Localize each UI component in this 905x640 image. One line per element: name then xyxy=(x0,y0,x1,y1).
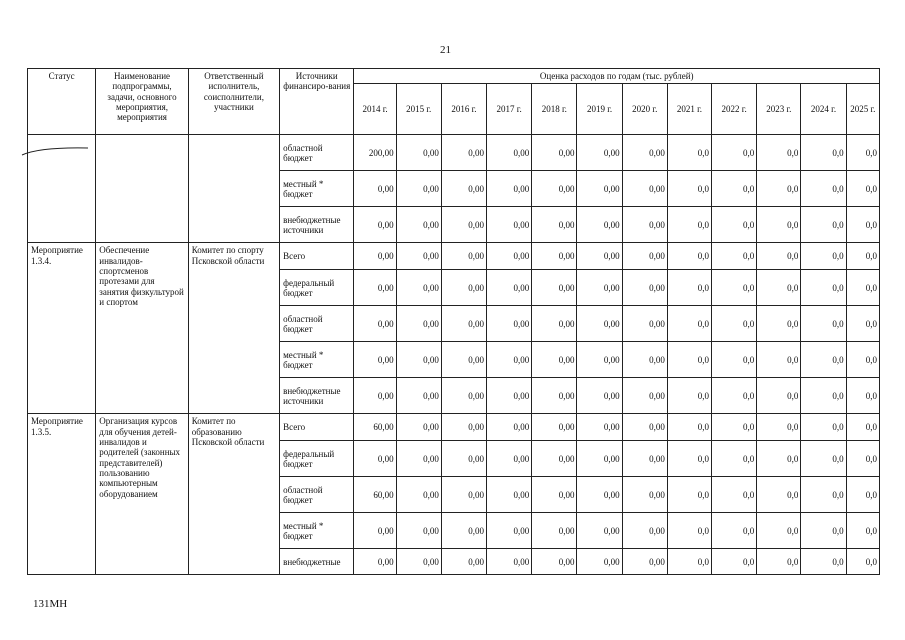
cell-value: 0,00 xyxy=(441,243,486,270)
cell-value: 0,00 xyxy=(532,207,577,243)
cell-value: 0,00 xyxy=(622,306,667,342)
cell-value: 0,0 xyxy=(667,513,711,549)
cell-value: 0,00 xyxy=(622,513,667,549)
cell-value: 0,00 xyxy=(396,135,441,171)
header-executor: Ответственный исполнитель, соисполнители, участники xyxy=(188,69,279,135)
cell-value: 0,00 xyxy=(532,414,577,441)
cell-value: 0,00 xyxy=(487,378,532,414)
cell-value: 0,0 xyxy=(667,477,711,513)
row-status: Мероприятие 1.3.4. xyxy=(28,243,96,414)
page-number: 21 xyxy=(440,44,451,56)
row-source: федеральный бюджет xyxy=(280,270,354,306)
cell-value: 0,00 xyxy=(441,414,486,441)
cell-value: 0,0 xyxy=(667,549,711,575)
header-year: 2014 г. xyxy=(354,84,396,135)
cell-value: 0,0 xyxy=(757,243,801,270)
cell-value: 0,00 xyxy=(441,342,486,378)
cell-value: 0,00 xyxy=(577,207,622,243)
cell-value: 0,00 xyxy=(487,477,532,513)
cell-value: 0,00 xyxy=(354,270,396,306)
cell-value: 0,00 xyxy=(622,207,667,243)
row-source: федеральный бюджет xyxy=(280,441,354,477)
cell-value: 0,0 xyxy=(846,378,879,414)
table-row xyxy=(28,414,880,441)
cell-value: 0,00 xyxy=(487,414,532,441)
cell-value: 0,00 xyxy=(354,441,396,477)
cell-value: 0,0 xyxy=(712,342,757,378)
row-source: областной бюджет xyxy=(280,135,354,171)
cell-value: 0,0 xyxy=(757,477,801,513)
header-status: Статус xyxy=(28,69,96,135)
header-year: 2016 г. xyxy=(441,84,486,135)
cell-value: 0,0 xyxy=(757,306,801,342)
cell-value: 0,00 xyxy=(396,378,441,414)
cell-value: 0,0 xyxy=(757,549,801,575)
cell-value: 0,00 xyxy=(487,135,532,171)
row-source: местный * бюджет xyxy=(280,342,354,378)
cell-value: 0,0 xyxy=(667,207,711,243)
cell-value: 0,0 xyxy=(712,549,757,575)
cell-value: 0,0 xyxy=(667,342,711,378)
row-source: внебюджетные xyxy=(280,549,354,575)
cell-value: 0,0 xyxy=(712,135,757,171)
cell-value: 0,0 xyxy=(801,378,846,414)
row-status xyxy=(28,135,96,243)
header-year: 2022 г. xyxy=(712,84,757,135)
cell-value: 0,00 xyxy=(396,306,441,342)
header-year: 2017 г. xyxy=(487,84,532,135)
cell-value: 0,00 xyxy=(487,441,532,477)
cell-value: 0,00 xyxy=(622,414,667,441)
cell-value: 0,00 xyxy=(577,513,622,549)
cell-value: 0,00 xyxy=(532,135,577,171)
cell-value: 0,00 xyxy=(622,477,667,513)
header-year: 2021 г. xyxy=(667,84,711,135)
cell-value: 0,00 xyxy=(577,549,622,575)
cell-value: 0,00 xyxy=(622,342,667,378)
cell-value: 0,00 xyxy=(396,270,441,306)
cell-value: 0,0 xyxy=(801,243,846,270)
cell-value: 0,0 xyxy=(757,270,801,306)
cell-value: 200,00 xyxy=(354,135,396,171)
cell-value: 0,00 xyxy=(577,306,622,342)
table-row xyxy=(28,135,880,171)
cell-value: 0,0 xyxy=(712,378,757,414)
cell-value: 0,00 xyxy=(577,270,622,306)
cell-value: 0,00 xyxy=(532,171,577,207)
header-year: 2025 г. xyxy=(846,84,879,135)
cell-value: 0,0 xyxy=(712,171,757,207)
cell-value: 0,0 xyxy=(757,171,801,207)
cell-value: 0,00 xyxy=(441,207,486,243)
cell-value: 0,00 xyxy=(532,306,577,342)
cell-value: 0,00 xyxy=(354,342,396,378)
cell-value: 0,00 xyxy=(487,342,532,378)
header-year: 2024 г. xyxy=(801,84,846,135)
cell-value: 0,00 xyxy=(441,270,486,306)
header-year: 2020 г. xyxy=(622,84,667,135)
row-source: местный * бюджет xyxy=(280,171,354,207)
cell-value: 0,00 xyxy=(487,270,532,306)
cell-value: 0,00 xyxy=(396,477,441,513)
cell-value: 0,00 xyxy=(354,513,396,549)
cell-value: 0,00 xyxy=(396,441,441,477)
cell-value: 0,00 xyxy=(396,513,441,549)
header-year: 2015 г. xyxy=(396,84,441,135)
row-name xyxy=(96,135,188,243)
cell-value: 0,0 xyxy=(712,477,757,513)
cell-value: 0,00 xyxy=(577,243,622,270)
cell-value: 0,0 xyxy=(712,441,757,477)
cell-value: 0,0 xyxy=(801,441,846,477)
cell-value: 0,0 xyxy=(846,342,879,378)
row-source: Всего xyxy=(280,243,354,270)
cell-value: 0,00 xyxy=(487,306,532,342)
header-costs-group: Оценка расходов по годам (тыс. рублей) xyxy=(354,69,880,84)
cell-value: 0,0 xyxy=(801,207,846,243)
cell-value: 0,00 xyxy=(532,549,577,575)
budget-table xyxy=(27,68,880,575)
header-name: Наименование подпрограммы, задачи, основного мероприятия, мероприятия xyxy=(96,69,188,135)
cell-value: 0,0 xyxy=(757,378,801,414)
row-executor: Комитет по образованию Псковской области xyxy=(188,414,279,575)
header-year: 2018 г. xyxy=(532,84,577,135)
row-status: Мероприятие 1.3.5. xyxy=(28,414,96,575)
row-source: внебюджетные источники xyxy=(280,207,354,243)
cell-value: 0,00 xyxy=(354,549,396,575)
cell-value: 0,0 xyxy=(757,513,801,549)
cell-value: 0,0 xyxy=(846,270,879,306)
cell-value: 0,00 xyxy=(354,306,396,342)
cell-value: 0,0 xyxy=(667,135,711,171)
header-year: 2019 г. xyxy=(577,84,622,135)
cell-value: 0,0 xyxy=(846,414,879,441)
cell-value: 0,0 xyxy=(757,135,801,171)
cell-value: 0,0 xyxy=(667,270,711,306)
cell-value: 0,00 xyxy=(396,207,441,243)
cell-value: 0,00 xyxy=(487,207,532,243)
row-executor: Комитет по спорту Псковской области xyxy=(188,243,279,414)
cell-value: 0,00 xyxy=(396,414,441,441)
cell-value: 0,00 xyxy=(354,171,396,207)
row-source: местный * бюджет xyxy=(280,513,354,549)
cell-value: 0,00 xyxy=(622,135,667,171)
cell-value: 0,00 xyxy=(441,513,486,549)
cell-value: 0,00 xyxy=(441,171,486,207)
cell-value: 0,0 xyxy=(846,549,879,575)
cell-value: 0,00 xyxy=(532,477,577,513)
cell-value: 0,00 xyxy=(622,270,667,306)
cell-value: 0,0 xyxy=(712,306,757,342)
cell-value: 0,0 xyxy=(667,441,711,477)
cell-value: 0,00 xyxy=(622,171,667,207)
cell-value: 0,0 xyxy=(846,171,879,207)
cell-value: 0,00 xyxy=(577,342,622,378)
cell-value: 0,0 xyxy=(757,441,801,477)
cell-value: 0,00 xyxy=(396,171,441,207)
row-name: Обеспечение инвалидов-спортсменов протезами для занятия физкультурой и спортом xyxy=(96,243,188,414)
cell-value: 0,00 xyxy=(622,549,667,575)
cell-value: 0,00 xyxy=(354,207,396,243)
cell-value: 0,0 xyxy=(846,477,879,513)
cell-value: 0,0 xyxy=(846,513,879,549)
cell-value: 0,0 xyxy=(801,549,846,575)
cell-value: 0,0 xyxy=(801,477,846,513)
cell-value: 0,00 xyxy=(396,342,441,378)
cell-value: 0,0 xyxy=(757,414,801,441)
cell-value: 0,00 xyxy=(532,513,577,549)
cell-value: 0,0 xyxy=(667,171,711,207)
cell-value: 0,0 xyxy=(846,306,879,342)
cell-value: 0,0 xyxy=(667,306,711,342)
cell-value: 0,0 xyxy=(801,306,846,342)
cell-value: 0,0 xyxy=(801,135,846,171)
cell-value: 0,00 xyxy=(487,549,532,575)
cell-value: 60,00 xyxy=(354,477,396,513)
cell-value: 0,0 xyxy=(801,513,846,549)
row-source: областной бюджет xyxy=(280,306,354,342)
cell-value: 0,00 xyxy=(441,378,486,414)
cell-value: 0,0 xyxy=(667,414,711,441)
cell-value: 0,00 xyxy=(441,306,486,342)
header-year: 2023 г. xyxy=(757,84,801,135)
cell-value: 0,0 xyxy=(667,243,711,270)
cell-value: 0,00 xyxy=(396,549,441,575)
cell-value: 0,0 xyxy=(846,135,879,171)
cell-value: 0,00 xyxy=(532,270,577,306)
cell-value: 0,00 xyxy=(441,135,486,171)
cell-value: 0,00 xyxy=(577,378,622,414)
cell-value: 0,0 xyxy=(801,342,846,378)
table-row xyxy=(28,243,880,270)
row-name: Организация курсов для обучения детей-инвалидов и родителей (законных представителей) пользованию компьютерным оборудованием xyxy=(96,414,188,575)
row-source: Всего xyxy=(280,414,354,441)
cell-value: 0,0 xyxy=(712,270,757,306)
cell-value: 0,0 xyxy=(712,513,757,549)
cell-value: 0,0 xyxy=(712,414,757,441)
cell-value: 0,00 xyxy=(354,243,396,270)
cell-value: 0,00 xyxy=(532,378,577,414)
cell-value: 0,0 xyxy=(712,207,757,243)
row-source: внебюджетные источники xyxy=(280,378,354,414)
header-sources: Источники финансиро-вания xyxy=(280,69,354,135)
cell-value: 0,00 xyxy=(487,243,532,270)
cell-value: 0,00 xyxy=(441,549,486,575)
cell-value: 0,0 xyxy=(801,414,846,441)
cell-value: 0,00 xyxy=(577,171,622,207)
cell-value: 0,0 xyxy=(801,171,846,207)
cell-value: 0,00 xyxy=(622,378,667,414)
cell-value: 0,00 xyxy=(577,135,622,171)
cell-value: 0,00 xyxy=(622,243,667,270)
cell-value: 0,00 xyxy=(441,477,486,513)
cell-value: 0,00 xyxy=(577,414,622,441)
cell-value: 0,00 xyxy=(396,243,441,270)
cell-value: 0,0 xyxy=(846,441,879,477)
cell-value: 0,00 xyxy=(487,171,532,207)
cell-value: 0,00 xyxy=(532,243,577,270)
cell-value: 0,0 xyxy=(667,378,711,414)
cell-value: 0,0 xyxy=(712,243,757,270)
footer-code: 131МН xyxy=(33,598,68,610)
cell-value: 0,00 xyxy=(577,477,622,513)
cell-value: 0,0 xyxy=(846,243,879,270)
cell-value: 0,00 xyxy=(577,441,622,477)
row-executor xyxy=(188,135,279,243)
cell-value: 0,00 xyxy=(532,441,577,477)
cell-value: 0,00 xyxy=(532,342,577,378)
row-source: областной бюджет xyxy=(280,477,354,513)
cell-value: 0,0 xyxy=(757,207,801,243)
cell-value: 0,0 xyxy=(846,207,879,243)
cell-value: 0,00 xyxy=(354,378,396,414)
cell-value: 0,00 xyxy=(441,441,486,477)
cell-value: 0,0 xyxy=(801,270,846,306)
cell-value: 60,00 xyxy=(354,414,396,441)
cell-value: 0,00 xyxy=(487,513,532,549)
cell-value: 0,0 xyxy=(757,342,801,378)
cell-value: 0,00 xyxy=(622,441,667,477)
